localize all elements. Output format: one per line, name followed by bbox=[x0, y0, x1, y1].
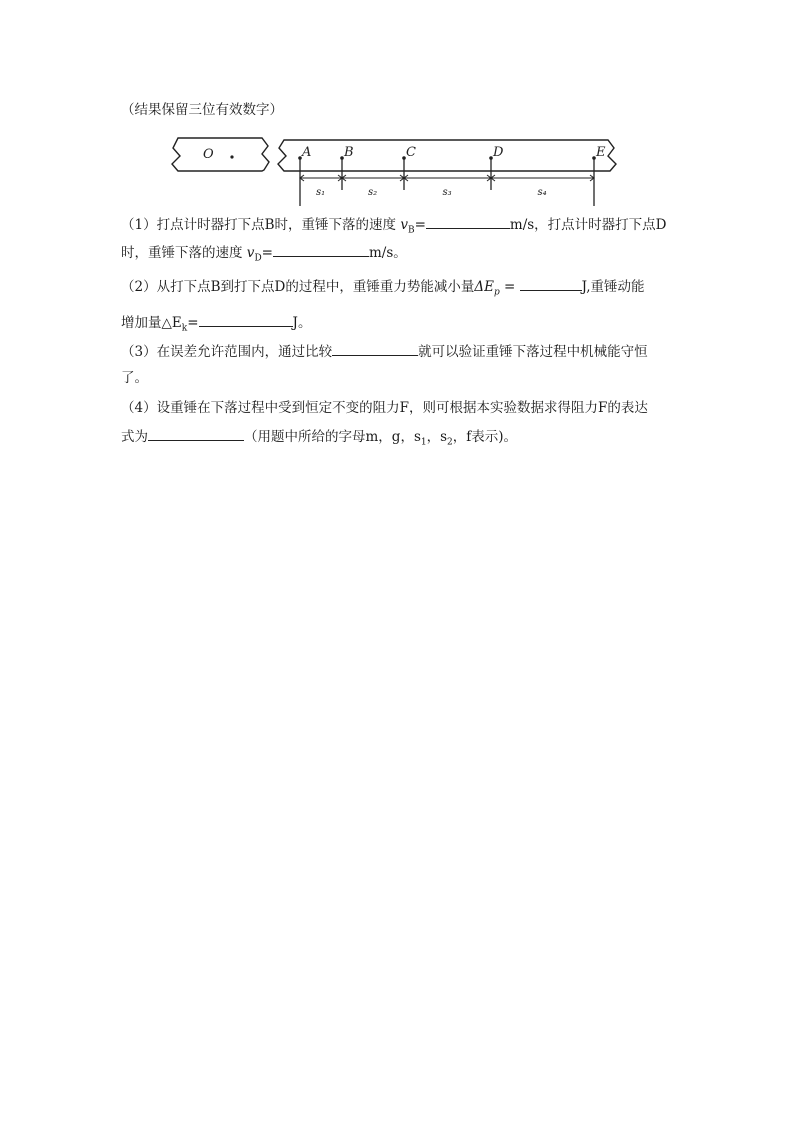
tape-right-piece bbox=[278, 140, 616, 171]
segment-label: s₁ bbox=[316, 187, 326, 198]
q1-line2: 时，重锤下落的速度 $v_D= m/s$。 bbox=[121, 242, 407, 269]
resistance-answer-blank[interactable] bbox=[148, 426, 244, 441]
tape-point-label: A bbox=[302, 145, 312, 160]
tape-left-piece bbox=[172, 138, 269, 171]
tape-point-label: E bbox=[596, 145, 606, 160]
origin-label: O bbox=[203, 147, 214, 162]
q3-line2: 了。 bbox=[121, 370, 148, 386]
tape-point-label: C bbox=[406, 145, 416, 160]
header-note: （结果保留三位有效数字） bbox=[121, 102, 283, 118]
delta-ep-answer-blank[interactable] bbox=[520, 276, 582, 291]
q4-line1: （4）设重锤在下落过程中受到恒定不变的阻力F，则可根据本实验数据求得阻力F的表达 bbox=[121, 400, 648, 416]
origin-dot bbox=[230, 155, 233, 158]
tape-point-label: B bbox=[344, 145, 354, 160]
q2-line2: 增加量$\triangle E_k= J$。 bbox=[121, 312, 311, 339]
q4-line2: 式为 （用题中所给的字母m，g，$s_1$，$s_2$，f表示)。 bbox=[121, 426, 517, 453]
segment-label: s₄ bbox=[537, 187, 547, 198]
tape-point-label: D bbox=[493, 145, 504, 160]
segment-label: s₂ bbox=[368, 187, 378, 198]
compare-answer-blank[interactable] bbox=[332, 341, 418, 356]
q2-line1: （2）从打下点B到打下点D的过程中，重锤重力势能减小量$\Delta E_p = J$,重锤动能 bbox=[121, 276, 645, 303]
segment-label: s₃ bbox=[442, 187, 452, 198]
paper-tape-figure bbox=[170, 134, 630, 212]
q1-line1: （1）打点计时器打下点B时，重锤下落的速度 $v_B= m/s$，打点计时器打下点D bbox=[121, 214, 667, 241]
q3-line1: （3）在误差允许范围内，通过比较 就可以验证重锤下落过程中机械能守恒 bbox=[121, 341, 648, 362]
vD-answer-blank[interactable] bbox=[273, 242, 369, 257]
delta-ek-answer-blank[interactable] bbox=[199, 312, 293, 327]
vB-answer-blank[interactable] bbox=[426, 214, 510, 229]
